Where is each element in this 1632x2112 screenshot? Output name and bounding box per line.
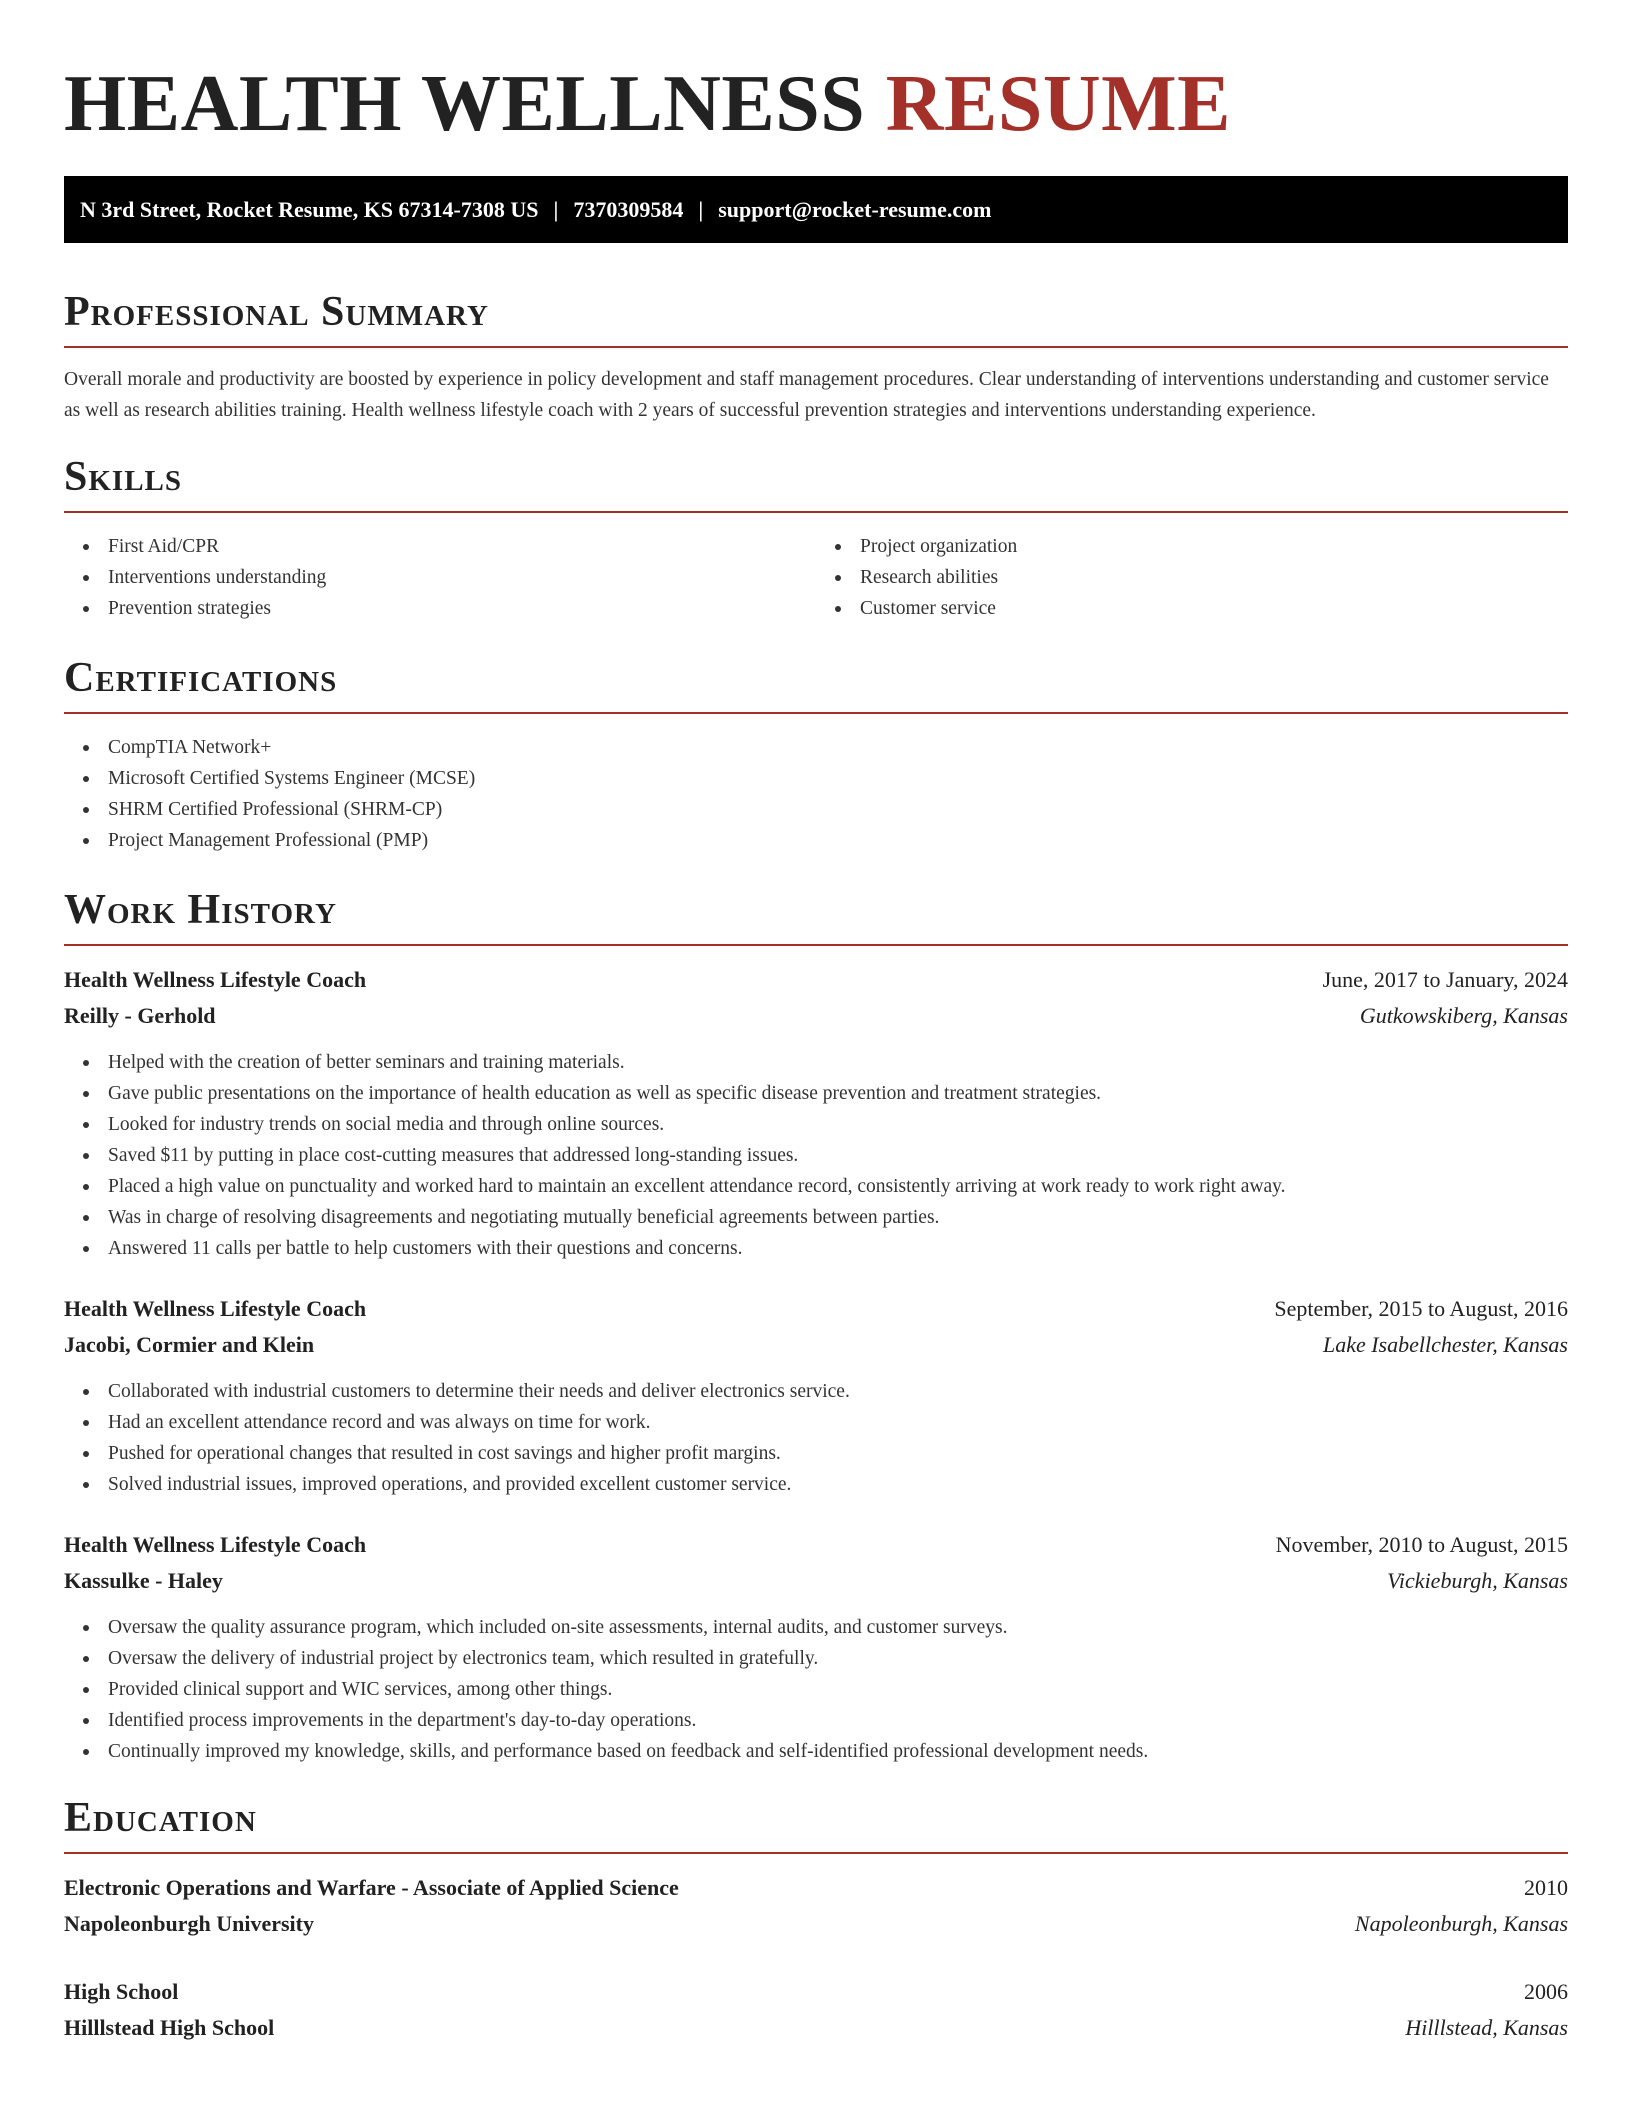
summary-section: [64, 288, 1568, 426]
job-bullet: Saved $11 by putting in place cost-cutting measures that addressed long-standing issues.: [64, 1140, 1568, 1171]
contact-email: support@rocket-resume.com: [718, 196, 992, 222]
skill-item: Project organization: [816, 531, 1568, 562]
education-entry: [64, 1870, 1568, 1942]
job-title: Health Wellness Lifestyle Coach: [64, 1296, 367, 1321]
skill-item: Customer service: [816, 593, 1568, 624]
job-bullet: Was in charge of resolving disagreements and negotiating mutually beneficial agreements between parties.: [64, 1202, 1568, 1233]
certification-item: SHRM Certified Professional (SHRM-CP): [64, 794, 1568, 825]
job-bullet: Collaborated with industrial customers to determine their needs and deliver electronics service.: [64, 1376, 1568, 1407]
job-bullet: Identified process improvements in the department's day-to-day operations.: [64, 1705, 1568, 1736]
certification-item: Project Management Professional (PMP): [64, 825, 1568, 856]
job-dates: September, 2015 to August, 2016: [1274, 1296, 1568, 1321]
job-location: Gutkowskiberg, Kansas: [1359, 1003, 1568, 1028]
job-title-row: [64, 1527, 1568, 1563]
job-bullet: Continually improved my knowledge, skills, and performance based on feedback and self-identified professional development needs.: [64, 1736, 1568, 1767]
job-entry: [64, 962, 1568, 1264]
education-degree-row: [64, 1870, 1568, 1906]
job-company-row: [64, 1563, 1568, 1599]
section-heading-work-history: Work History: [64, 886, 1568, 946]
education-section: [64, 1794, 1568, 2046]
skill-item: Prevention strategies: [64, 593, 816, 624]
education-school: Hilllstead High School: [64, 2015, 275, 2040]
skills-section: [64, 453, 1568, 624]
summary-text: Overall morale and productivity are boosted by experience in policy development and staff management procedures. Clear understanding of interventions understanding and customer service as well as research abilities training. Health wellness lifestyle coach with 2 years of successful prevention strategies and interventions understanding experience.: [64, 369, 1549, 421]
certification-item: Microsoft Certified Systems Engineer (MCSE): [64, 763, 1568, 794]
job-company: Kassulke - Haley: [64, 1568, 223, 1593]
section-heading-certifications: Certifications: [64, 654, 1568, 714]
education-year: 2006: [1524, 1979, 1568, 2004]
education-location: Napoleonburgh, Kansas: [1354, 1911, 1568, 1936]
education-year: 2010: [1524, 1875, 1568, 1900]
job-bullet: Had an excellent attendance record and was always on time for work.: [64, 1407, 1568, 1438]
title-accent: RESUME: [885, 60, 1231, 148]
job-bullets: [64, 1047, 1568, 1264]
education-school-row: [64, 1906, 1568, 1942]
job-dates: June, 2017 to January, 2024: [1322, 967, 1568, 992]
job-title-row: [64, 962, 1568, 998]
contact-phone: 7370309584: [573, 196, 684, 222]
work-history-section: [64, 886, 1568, 1767]
job-title-row: [64, 1291, 1568, 1327]
resume-title: [64, 0, 1568, 176]
job-bullet: Oversaw the quality assurance program, which included on-site assessments, internal audits, and customer surveys.: [64, 1612, 1568, 1643]
job-entry: [64, 1527, 1568, 1767]
contact-address: N 3rd Street, Rocket Resume, KS 67314-7308 US: [80, 196, 539, 222]
job-bullet: Gave public presentations on the importance of health education as well as specific disease prevention and treatment strategies.: [64, 1078, 1568, 1109]
education-location: Hilllstead, Kansas: [1405, 2015, 1568, 2040]
job-dates: November, 2010 to August, 2015: [1275, 1532, 1568, 1557]
job-company-row: [64, 998, 1568, 1034]
skill-item: First Aid/CPR: [64, 531, 816, 562]
contact-separator: |: [553, 196, 559, 222]
section-heading-skills: Skills: [64, 453, 1568, 513]
job-company: Jacobi, Cormier and Klein: [64, 1332, 315, 1357]
section-heading-summary: Professional Summary: [64, 288, 1568, 348]
education-entry: [64, 1974, 1568, 2046]
section-heading-education: Education: [64, 1794, 1568, 1854]
education-school: Napoleonburgh University: [64, 1911, 314, 1936]
job-entry: [64, 1291, 1568, 1500]
job-bullet: Provided clinical support and WIC services, among other things.: [64, 1674, 1568, 1705]
job-bullet: Helped with the creation of better seminars and training materials.: [64, 1047, 1568, 1078]
job-bullet: Pushed for operational changes that resulted in cost savings and higher profit margins.: [64, 1438, 1568, 1469]
skills-column-left: [64, 531, 816, 624]
certifications-list: [64, 732, 1568, 856]
job-location: Vickieburgh, Kansas: [1387, 1568, 1568, 1593]
education-degree-row: [64, 1974, 1568, 2010]
job-title: Health Wellness Lifestyle Coach: [64, 1532, 367, 1557]
certifications-section: [64, 654, 1568, 856]
job-bullet: Answered 11 calls per battle to help customers with their questions and concerns.: [64, 1233, 1568, 1264]
education-degree: High School: [64, 1979, 179, 2004]
job-bullet: Looked for industry trends on social media and through online sources.: [64, 1109, 1568, 1140]
job-company: Reilly - Gerhold: [64, 1003, 216, 1028]
job-bullets: [64, 1612, 1568, 1767]
skills-grid: [64, 531, 1568, 624]
contact-bar: [64, 176, 1568, 243]
certification-item: CompTIA Network+: [64, 732, 1568, 763]
education-school-row: [64, 2010, 1568, 2046]
job-bullets: [64, 1376, 1568, 1500]
skills-column-right: [816, 531, 1568, 624]
job-location: Lake Isabellchester, Kansas: [1322, 1332, 1568, 1357]
education-degree: Electronic Operations and Warfare - Associate of Applied Science: [64, 1875, 679, 1900]
job-title: Health Wellness Lifestyle Coach: [64, 967, 367, 992]
contact-separator: |: [698, 196, 704, 222]
skill-item: Interventions understanding: [64, 562, 816, 593]
job-company-row: [64, 1327, 1568, 1363]
job-bullet: Placed a high value on punctuality and worked hard to maintain an excellent attendance record, consistently arriving at work ready to work right away.: [64, 1171, 1568, 1202]
job-bullet: Solved industrial issues, improved operations, and provided excellent customer service.: [64, 1469, 1568, 1500]
title-main: HEALTH WELLNESS: [64, 60, 866, 148]
skill-item: Research abilities: [816, 562, 1568, 593]
job-bullet: Oversaw the delivery of industrial project by electronics team, which resulted in gratefully.: [64, 1643, 1568, 1674]
